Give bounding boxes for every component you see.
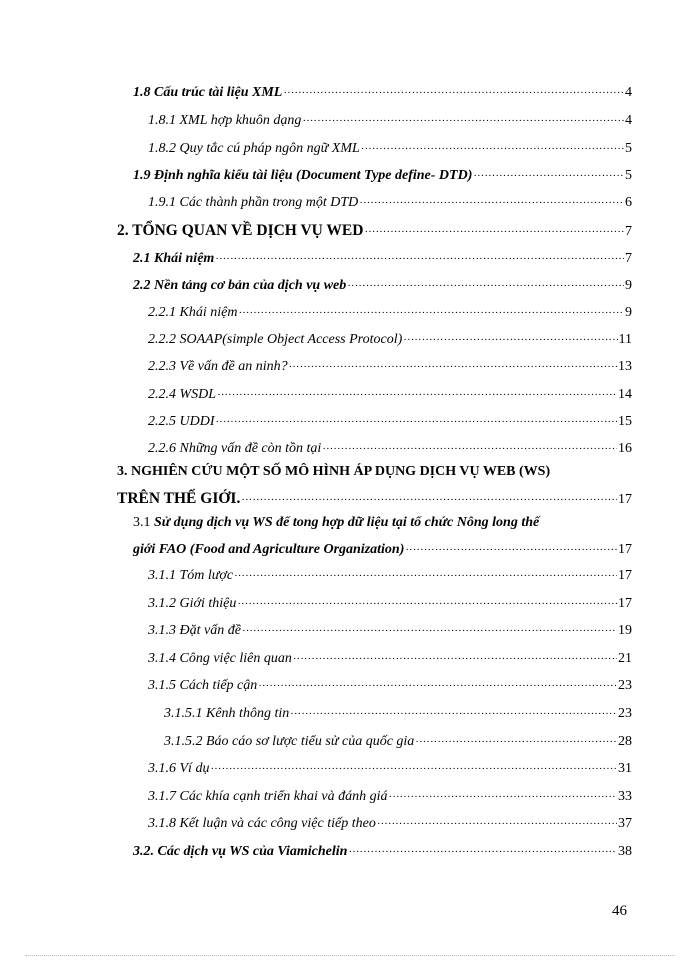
toc-entry-title: 3.1.4 Công việc liên quan <box>148 651 292 666</box>
toc-entry-page: 17 <box>618 568 632 583</box>
toc-entry-page: 38 <box>618 844 632 859</box>
toc-entry-page: 13 <box>618 359 632 374</box>
toc-dot-leader <box>210 760 617 778</box>
toc-dot-leader <box>241 491 617 509</box>
toc-entry[interactable] <box>148 677 632 695</box>
toc-dot-leader <box>405 541 617 559</box>
toc-dot-leader <box>234 567 617 585</box>
toc-entry-page: 11 <box>618 332 632 347</box>
toc-entry-title: 3.1.8 Kết luận và các công việc tiếp theo <box>148 816 376 831</box>
toc-entry[interactable] <box>148 304 632 322</box>
toc-entry-title: 2.2.2 SOAAP(simple Object Access Protocol) <box>148 332 403 347</box>
toc-dot-leader <box>293 650 617 668</box>
toc-entry-page: 17 <box>618 492 632 507</box>
toc-entry-page: 4 <box>625 113 632 128</box>
toc-entry[interactable] <box>148 567 632 585</box>
toc-entry[interactable] <box>148 140 632 158</box>
toc-entry-title: 1.8.1 XML hợp khuôn dạng <box>148 113 302 128</box>
toc-entry-page: 14 <box>618 387 632 402</box>
toc-entry-3-1-title: Sử dụng dịch vụ WS để tong hợp dữ liệu tại tổ chức Nông long thế <box>154 515 540 530</box>
toc-dot-leader <box>364 223 624 241</box>
toc-dot-leader <box>302 112 624 130</box>
toc-entry-title: 2.1 Khái niệm <box>133 251 215 266</box>
toc-entry-page: 6 <box>625 195 632 210</box>
toc-entry[interactable] <box>117 222 632 241</box>
toc-dot-leader <box>473 167 624 185</box>
toc-entry-page: 21 <box>618 651 632 666</box>
toc-entry-title: 2.2.6 Những vấn đề còn tồn tại <box>148 441 322 456</box>
toc-dot-leader <box>348 843 617 861</box>
toc-entry-title: 3.2. Các dịch vụ WS của Viamichelin <box>133 844 348 859</box>
toc-entry-page: 23 <box>618 706 632 721</box>
toc-entry[interactable] <box>148 440 632 458</box>
toc-entry-page: 37 <box>618 816 632 831</box>
toc-entry-title: 3.1.5.2 Báo cáo sơ lược tiểu sử của quốc gia <box>164 734 415 749</box>
toc-entry-page: 15 <box>618 414 632 429</box>
toc-entry[interactable] <box>148 112 632 130</box>
toc-dot-leader <box>242 622 617 640</box>
toc-entry[interactable] <box>148 386 632 404</box>
toc-entry-title: 1.8.2 Quy tắc cú pháp ngôn ngữ XML <box>148 141 360 156</box>
toc-dot-leader <box>290 705 617 723</box>
toc-dot-leader <box>238 304 624 322</box>
toc-dot-leader <box>403 331 617 349</box>
toc-entry[interactable] <box>133 250 632 268</box>
toc-entry[interactable] <box>148 358 632 376</box>
toc-dot-leader <box>237 595 617 613</box>
toc-entry[interactable] <box>148 595 632 613</box>
toc-entry-3-1-first-line <box>133 514 539 532</box>
toc-dot-leader <box>347 277 624 295</box>
toc-entry-page: 9 <box>625 305 632 320</box>
page-bottom-divider <box>25 955 675 956</box>
toc-entry-title: giới FAO (Food and Agriculture Organization) <box>133 542 405 557</box>
toc-entry-page: 5 <box>625 141 632 156</box>
toc-entry-page: 28 <box>618 734 632 749</box>
toc-entry-title: 3.1.3 Đặt vấn đề <box>148 623 241 638</box>
toc-dot-leader <box>359 194 624 212</box>
toc-entry[interactable] <box>164 733 632 751</box>
toc-entry-title: 3.1.7 Các khía cạnh triển khai và đánh giá <box>148 789 388 804</box>
toc-entry-page: 33 <box>618 789 632 804</box>
toc-entry-title: TRÊN THẾ GIỚI. <box>117 490 241 507</box>
toc-entry-title: 2.2.5 UDDI <box>148 414 215 429</box>
toc-entry-page: 4 <box>625 85 632 100</box>
toc-entry-title: 2.2 Nền tảng cơ bản của dịch vụ web <box>133 278 347 293</box>
toc-entry[interactable] <box>133 167 632 185</box>
toc-entry-title: 2.2.4 WSDL <box>148 387 217 402</box>
toc-entry-page: 7 <box>625 251 632 266</box>
toc-entry[interactable] <box>117 490 632 509</box>
toc-entry-title: 2.2.1 Khái niệm <box>148 305 238 320</box>
toc-entry[interactable] <box>133 277 632 295</box>
toc-entry-title: 1.8 Cấu trúc tài liệu XML <box>133 85 283 100</box>
toc-dot-leader <box>289 358 617 376</box>
toc-entry[interactable] <box>133 84 632 102</box>
toc-entry[interactable] <box>148 788 632 806</box>
toc-heading-3: 3. NGHIÊN CỨU MỘT SỐ MÔ HÌNH ÁP DỤNG DỊCH VỤ WEB (WS) <box>117 464 551 479</box>
toc-entry[interactable] <box>148 815 632 833</box>
toc-dot-leader <box>377 815 617 833</box>
toc-dot-leader <box>361 140 624 158</box>
toc-entry-page: 16 <box>618 441 632 456</box>
toc-entry-title: 3.1.5 Cách tiếp cận <box>148 678 258 693</box>
toc-entry[interactable] <box>133 541 632 559</box>
toc-entry-page: 23 <box>618 678 632 693</box>
toc-entry-title: 3.1.2 Giới thiệu <box>148 596 237 611</box>
toc-dot-leader <box>258 677 617 695</box>
toc-entry-page: 9 <box>625 278 632 293</box>
toc-entry[interactable] <box>148 194 632 212</box>
toc-dot-leader <box>389 788 617 806</box>
toc-entry[interactable] <box>133 843 632 861</box>
toc-entry-title: 3.1.5.1 Kênh thông tin <box>164 706 290 721</box>
toc-entry-page: 31 <box>618 761 632 776</box>
toc-dot-leader <box>415 733 617 751</box>
toc-dot-leader <box>283 84 624 102</box>
toc-entry[interactable] <box>148 331 632 349</box>
toc-entry-title: 1.9 Định nghĩa kiểu tài liệu (Document Type define- DTD) <box>133 168 473 183</box>
toc-entry-page: 19 <box>618 623 632 638</box>
toc-entry[interactable] <box>164 705 632 723</box>
toc-entry-3-1-number: 3.1 <box>133 515 151 530</box>
toc-entry[interactable] <box>148 760 632 778</box>
toc-dot-leader <box>216 413 618 431</box>
toc-entry-page: 5 <box>625 168 632 183</box>
toc-dot-leader <box>322 440 617 458</box>
toc-dot-leader <box>215 250 624 268</box>
toc-entry-title: 1.9.1 Các thành phần trong một DTD <box>148 195 359 210</box>
toc-entry-title: 3.1.1 Tóm lược <box>148 568 234 583</box>
page-number: 46 <box>612 903 627 919</box>
toc-entry-title: 3.1.6 Ví dụ <box>148 761 210 776</box>
toc-entry[interactable] <box>148 650 632 668</box>
toc-entry-page: 17 <box>618 596 632 611</box>
toc-entry[interactable] <box>148 622 632 640</box>
toc-entry-title: 2. TỔNG QUAN VỀ DỊCH VỤ WED <box>117 222 364 239</box>
toc-entry[interactable] <box>148 413 632 431</box>
toc-entry-page: 7 <box>625 224 632 239</box>
toc-entry-title: 2.2.3 Về vấn đề an ninh? <box>148 359 288 374</box>
toc-dot-leader <box>217 386 617 404</box>
toc-entry-page: 17 <box>618 542 632 557</box>
